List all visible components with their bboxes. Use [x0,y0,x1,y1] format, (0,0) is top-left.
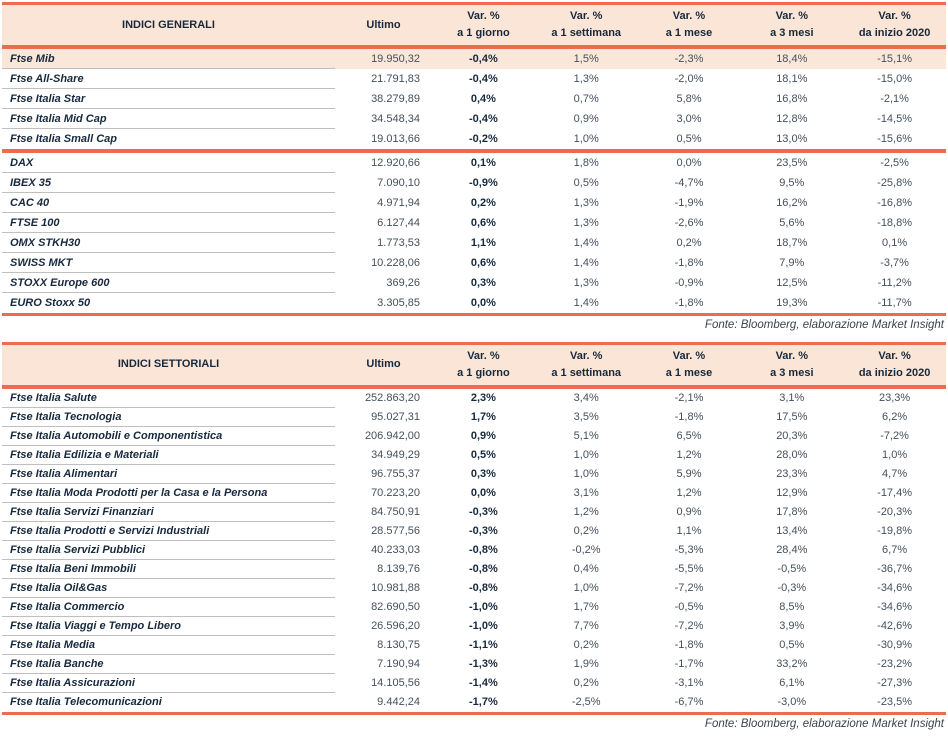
var-ytd-cell: 6,2% [882,411,908,424]
ultimo-value-cell: 252.863,20 [364,392,420,405]
ultimo-value-cell: 3.305,85 [377,297,420,309]
ultimo-value-cell: 96.755,37 [371,468,420,481]
var-3m-cell: 12,8% [776,113,808,125]
var-1d-cell: -1,0% [469,620,498,633]
var-1m-cell: 0,0% [676,157,702,169]
var-1m-cell: -2,6% [674,217,704,229]
ultimo-value-cell: 21.791,83 [371,73,420,85]
var-ytd-cell: 1,0% [882,449,908,462]
column-header-line2: a 1 settimana [551,366,622,379]
ultimo-value-cell: 12.920,66 [371,157,420,169]
column-header-line1: Var. % [467,10,500,22]
var-1w-cell: 5,1% [573,430,599,443]
var-1m-cell: 1,1% [676,525,702,538]
index-name-cell: IBEX 35 [2,173,335,193]
index-name-cell: Ftse Italia Small Cap [10,133,117,145]
column-header-line2: da inizio 2020 [858,366,931,379]
table-row [2,693,946,712]
var-1w-cell: 1,5% [573,53,599,65]
var-1d-cell: -1,3% [469,658,498,671]
var-1d-cell: -0,3% [469,506,498,519]
ultimo-value-cell: 38.279,89 [371,93,420,105]
table-row [2,579,946,598]
table-row [2,129,946,149]
index-name-cell: Ftse Italia Banche [2,655,335,674]
var-3m-cell: 23,3% [776,468,808,481]
var-1d-cell: 0,1% [470,157,496,169]
var-1m-cell: -5,5% [674,563,704,576]
ultimo-value-cell: 8.139,76 [377,563,420,576]
table-row [2,153,946,173]
table-row [2,560,946,579]
table-row [2,484,946,503]
column-header-line2: da inizio 2020 [858,27,931,39]
var-3m-cell: 0,5% [779,639,805,652]
var-ytd-cell: -42,6% [877,620,913,633]
var-1w-cell: 1,0% [573,133,599,145]
var-1w-cell: 0,4% [573,563,599,576]
var-ytd-cell: -3,7% [880,257,909,269]
table-body [2,49,946,313]
var-3m-cell: 23,5% [776,157,808,169]
table-row [2,522,946,541]
ultimo-value-cell: 7.090,10 [377,177,420,189]
table-row [2,617,946,636]
index-name-cell: Ftse Mib [2,49,335,69]
var-1w-cell: 0,2% [573,677,599,690]
var-ytd-cell: 0,1% [882,237,908,249]
ultimo-value-cell: 6.127,44 [377,217,420,229]
var-1m-cell: -2,3% [674,53,704,65]
ultimo-value-cell: 82.690,50 [371,601,420,614]
var-1m-cell: -3,1% [674,677,704,690]
var-1d-cell: -0,8% [469,582,498,595]
column-header-var-ytd [843,5,946,45]
var-3m-cell: 6,1% [779,677,805,690]
var-1m-cell: -4,7% [674,177,704,189]
var-ytd-cell: -34,6% [877,582,913,595]
index-name-cell: SWISS MKT [2,253,335,273]
column-header-line2: a 1 mese [665,366,713,379]
index-name-cell: Ftse Italia Star [2,89,335,109]
ultimo-value-cell: 40.233,03 [371,544,420,557]
var-1w-cell: 1,9% [573,658,599,671]
var-1d-cell: 0,2% [470,197,496,209]
source-note: Fonte: Bloomberg, elaborazione Market Insight [704,319,944,331]
var-1w-cell: 1,4% [573,297,599,309]
var-3m-cell: 16,2% [776,197,808,209]
var-1m-cell: -1,8% [674,297,704,309]
var-3m-cell: 12,5% [776,277,808,289]
ultimo-value-cell: 84.750,91 [371,506,420,519]
index-name-cell: Ftse Italia Prodotti e Servizi Industriali [2,522,335,541]
var-ytd-cell: -30,9% [877,639,913,652]
var-1w-cell: 1,8% [573,157,599,169]
index-name-cell: Ftse Italia Assicurazioni [2,674,335,693]
index-name-cell: Ftse Italia Salute [2,389,335,408]
column-header-line1: Var. % [672,10,706,22]
index-name-cell: CAC 40 [2,193,335,213]
var-ytd-cell: -17,4% [877,487,913,500]
var-3m-cell: 28,0% [776,449,808,462]
table-row [2,541,946,560]
table-row [2,427,946,446]
var-1w-cell: 1,0% [573,468,599,481]
column-header-var-1w [535,5,638,45]
table-row [2,69,946,89]
var-1m-cell: -2,1% [674,392,704,405]
ultimo-value-cell: 8.130,75 [377,639,420,652]
var-1m-cell: -1,8% [674,411,704,424]
var-3m-cell: -0,3% [777,582,807,595]
var-1w-cell: 1,3% [573,217,599,229]
var-3m-cell: 3,1% [779,392,805,405]
var-1d-cell: -0,9% [469,177,498,189]
ultimo-value-cell: 206.942,00 [364,430,420,443]
var-3m-cell: 8,5% [779,601,805,614]
column-header-line2: a 1 mese [665,27,713,39]
var-ytd-cell: -36,7% [877,563,913,576]
var-3m-cell: 20,3% [776,430,808,443]
var-1d-cell: 0,0% [470,297,496,309]
var-1w-cell: -0,2% [571,544,601,557]
ultimo-value-cell: 19.013,66 [371,133,420,145]
var-1w-cell: 0,7% [573,93,599,105]
var-ytd-cell: -15,1% [877,53,913,65]
ultimo-value-cell: 26.596,20 [371,620,420,633]
var-ytd-cell: -15,6% [877,133,913,145]
var-3m-cell: 12,9% [776,487,808,500]
var-1w-cell: 1,7% [573,601,599,614]
var-1d-cell: -1,1% [469,639,498,652]
var-1w-cell: 0,2% [573,639,599,652]
var-1d-cell: -0,3% [469,525,498,538]
var-3m-cell: 17,5% [776,411,808,424]
column-header-var-1w [535,345,638,385]
var-1w-cell: 3,4% [573,392,599,405]
ultimo-value-cell: 95.027,31 [371,411,420,424]
var-ytd-cell: -23,5% [877,696,913,709]
index-name-cell: Ftse Italia Alimentari [2,465,335,484]
table-row [2,503,946,522]
var-3m-cell: -3,0% [777,696,807,709]
index-name-cell: Ftse Italia Moda Prodotti per la Casa e la Persona [2,484,335,503]
index-name-cell: Ftse Italia Servizi Pubblici [2,541,335,560]
var-3m-cell: 18,4% [776,53,808,65]
column-header-var-1m [638,345,741,385]
column-header-var-1d [432,345,535,385]
index-name-cell: Ftse Italia Edilizia e Materiali [2,446,335,465]
var-ytd-cell: -7,2% [880,430,909,443]
var-1w-cell: 1,4% [573,237,599,249]
source-note: Fonte: Bloomberg, elaborazione Market Insight [704,717,944,730]
var-3m-cell: 13,4% [776,525,808,538]
ultimo-value-cell: 19.950,32 [371,53,420,65]
var-3m-cell: -0,5% [777,563,807,576]
var-3m-cell: 33,2% [776,658,808,671]
table-row [2,293,946,313]
column-header-var-3m [740,5,843,45]
ultimo-value-cell: 34.949,29 [371,449,420,462]
var-ytd-cell: -11,7% [877,297,912,309]
column-header-var-1d [432,5,535,45]
indici-generali-table [2,2,946,338]
var-ytd-cell: 6,7% [882,544,908,557]
var-1m-cell: -1,8% [674,257,704,269]
var-1d-cell: 0,3% [470,468,496,481]
index-name-cell: FTSE 100 [2,213,335,233]
table-row [2,598,946,617]
var-ytd-cell: -14,5% [877,113,913,125]
var-3m-cell: 16,8% [776,93,808,105]
column-header-line1: Var. % [672,349,706,362]
index-name-cell: EURO Stoxx 50 [10,297,91,309]
var-1m-cell: 3,0% [676,113,702,125]
var-1m-cell: -6,7% [674,696,704,709]
var-3m-cell: 3,9% [779,620,805,633]
var-ytd-cell: 4,7% [882,468,908,481]
var-1d-cell: 0,6% [470,257,496,269]
ultimo-value-cell: 10.228,06 [371,257,420,269]
var-1w-cell: 1,3% [573,277,599,289]
ultimo-value-cell: 34.548,34 [371,113,420,125]
var-1d-cell: -0,2% [469,133,498,145]
var-1w-cell: 3,1% [573,487,599,500]
column-header-line1: Var. % [467,349,500,362]
var-1w-cell: -2,5% [571,696,601,709]
var-1m-cell: 0,9% [676,506,702,519]
var-1m-cell: -5,3% [674,544,704,557]
var-1w-cell: 1,0% [573,582,599,595]
var-ytd-cell: -23,2% [877,658,913,671]
var-1d-cell: -1,7% [469,696,498,709]
column-header-line2: a 1 giorno [457,366,510,379]
index-name-cell: Ftse Italia Viaggi e Tempo Libero [2,617,335,636]
index-name-cell: Ftse Italia Commercio [2,598,335,617]
indici-settoriali-table [2,342,946,737]
var-ytd-cell: -11,2% [877,277,912,289]
table-row [2,109,946,129]
var-1w-cell: 1,3% [573,197,599,209]
var-1d-cell: -0,8% [469,544,498,557]
table-row [2,446,946,465]
index-name-cell: Ftse Italia Media [2,636,335,655]
table-row [2,636,946,655]
index-name-cell: Ftse Italia Automobili e Componentistica [2,427,335,446]
index-name-cell: DAX [2,153,335,173]
var-1d-cell: 0,5% [470,449,496,462]
var-1m-cell: -7,2% [674,620,704,633]
table-body [2,389,946,712]
ultimo-value-cell: 1.773,53 [377,237,420,249]
var-1d-cell: -1,4% [469,677,498,690]
var-1m-cell: -0,5% [674,601,704,614]
index-name-cell: Ftse Italia Tecnologia [2,408,335,427]
var-3m-cell: 28,4% [776,544,808,557]
var-ytd-cell: -27,3% [877,677,913,690]
ultimo-value-cell: 9.442,24 [377,696,420,709]
var-1m-cell: 0,5% [676,133,702,145]
var-ytd-cell: 23,3% [878,392,911,405]
var-1d-cell: 0,6% [470,217,496,229]
var-3m-cell: 19,3% [776,297,808,309]
var-1d-cell: 0,3% [470,277,496,289]
var-1m-cell: 5,8% [676,93,702,105]
var-1w-cell: 1,0% [573,449,599,462]
index-name-cell: STOXX Europe 600 [2,273,335,293]
index-name-cell: Ftse Italia Beni Immobili [2,560,335,579]
index-name-cell: Ftse All-Share [2,69,335,89]
var-1m-cell: -0,9% [674,277,704,289]
index-name-cell: Ftse Italia Servizi Finanziari [2,503,335,522]
index-name-cell: Ftse Italia Mid Cap [2,109,335,129]
table-row [2,674,946,693]
column-header-line1: Var. % [775,10,808,22]
table-row [2,213,946,233]
table-header-row [2,2,946,45]
column-header-ultimo: Ultimo [366,358,401,371]
var-1m-cell: 5,9% [676,468,702,481]
var-1d-cell: 2,3% [470,392,496,405]
var-3m-cell: 5,6% [779,217,805,229]
var-1d-cell: 0,0% [470,487,496,500]
var-ytd-cell: -20,3% [877,506,913,519]
var-1w-cell: 1,3% [573,73,599,85]
table-row [2,233,946,253]
ultimo-value-cell: 4.971,94 [377,197,420,209]
index-name-cell: Ftse Italia Oil&Gas [2,579,335,598]
var-1w-cell: 7,7% [573,620,599,633]
table-row [2,49,946,69]
column-header-line1: Var. % [878,10,911,22]
index-name-cell: OMX STKH30 [2,233,335,253]
var-3m-cell: 17,8% [776,506,808,519]
column-header-line1: Var. % [775,349,808,362]
column-header-line2: a 3 mesi [770,366,814,379]
var-1m-cell: -7,2% [674,582,704,595]
ultimo-value-cell: 14.105,56 [371,677,420,690]
var-1d-cell: 1,7% [470,411,496,424]
var-1w-cell: 0,2% [573,525,599,538]
column-header-var-3m [740,345,843,385]
var-1d-cell: -0,8% [469,563,498,576]
var-1w-cell: 0,5% [573,177,599,189]
table-row [2,389,946,408]
ultimo-value-cell: 369,26 [386,277,420,289]
index-name-cell: Ftse Italia Telecomunicazioni [10,696,162,709]
var-ytd-cell: -16,8% [877,197,913,209]
column-header-var-ytd [843,345,946,385]
var-1m-cell: 6,5% [676,430,702,443]
var-1w-cell: 0,9% [573,113,599,125]
var-1m-cell: 0,2% [676,237,702,249]
var-ytd-cell: -2,5% [880,157,909,169]
table-row [2,408,946,427]
column-header-line2: a 3 mesi [770,27,814,39]
column-header-var-1m [638,5,741,45]
var-3m-cell: 18,1% [776,73,808,85]
table-row [2,173,946,193]
table-row [2,273,946,293]
var-1d-cell: 0,4% [470,93,496,105]
ultimo-value-cell: 70.223,20 [371,487,420,500]
var-3m-cell: 18,7% [776,237,808,249]
var-ytd-cell: -15,0% [877,73,913,85]
table-title: INDICI GENERALI [122,18,215,31]
table-row [2,655,946,674]
var-1d-cell: -0,4% [469,53,498,65]
var-1w-cell: 1,2% [573,506,599,519]
column-header-line1: Var. % [878,349,911,362]
column-header-line1: Var. % [569,10,603,22]
var-1w-cell: 1,4% [573,257,599,269]
var-1m-cell: -1,9% [674,197,704,209]
table-row [2,193,946,213]
table-title: INDICI SETTORIALI [117,358,220,371]
table-row [2,253,946,273]
var-ytd-cell: -2,1% [880,93,909,105]
var-1d-cell: -1,0% [469,601,498,614]
ultimo-value-cell: 28.577,56 [371,525,420,538]
var-1d-cell: 0,9% [470,430,496,443]
var-3m-cell: 13,0% [776,133,808,145]
var-1m-cell: -1,7% [674,658,704,671]
var-3m-cell: 9,5% [779,177,805,189]
table-header-row [2,342,946,385]
ultimo-value-cell: 10.981,88 [371,582,420,595]
var-1d-cell: 1,1% [470,237,496,249]
table-row [2,465,946,484]
var-3m-cell: 7,9% [779,257,805,269]
var-1d-cell: -0,4% [469,113,498,125]
column-header-line2: a 1 giorno [457,27,510,39]
table-row [2,89,946,109]
var-1m-cell: -1,8% [674,639,704,652]
column-header-ultimo: Ultimo [366,18,401,31]
var-ytd-cell: -19,8% [877,525,913,538]
var-ytd-cell: -25,8% [877,177,913,189]
ultimo-value-cell: 7.190,94 [377,658,420,671]
var-1w-cell: 3,5% [573,411,599,424]
column-header-line1: Var. % [569,349,603,362]
var-1m-cell: 1,2% [676,449,702,462]
var-ytd-cell: -18,8% [877,217,913,229]
var-1d-cell: -0,4% [469,73,498,85]
column-header-line2: a 1 settimana [551,27,622,39]
var-1m-cell: 1,2% [676,487,702,500]
var-1m-cell: -2,0% [674,73,704,85]
var-ytd-cell: -34,6% [877,601,913,614]
